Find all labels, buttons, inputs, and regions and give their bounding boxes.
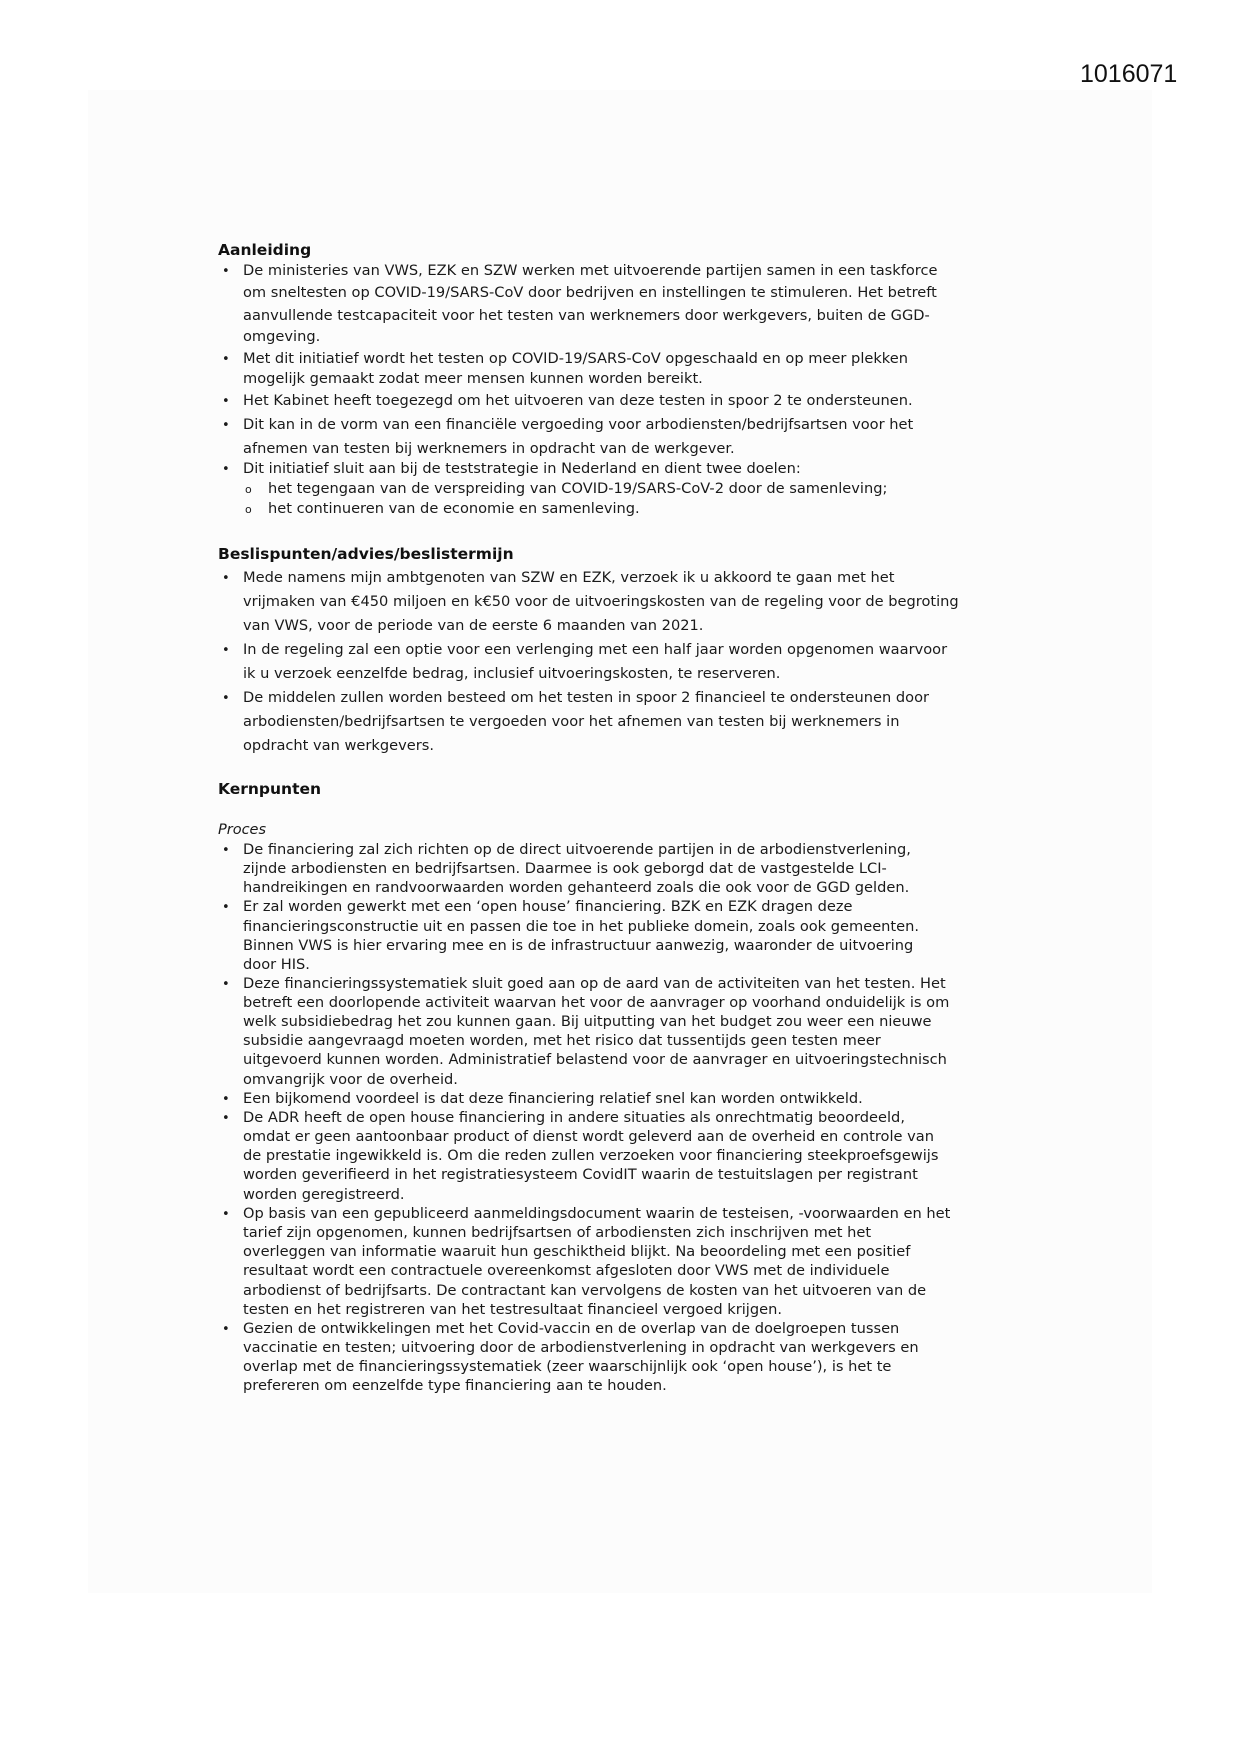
text-line: Deze financieringssystematiek sluit goed aan op de aard van de activiteiten van het testen. Het <box>243 975 946 992</box>
text-line: betreft een doorlopende activiteit waarvan het voor de aanvrager op voorhand onduidelijk is om <box>243 994 950 1011</box>
text-line: handreikingen en randvoorwaarden worden gehanteerd zoals die ook voor de GGD gelden. <box>243 879 910 896</box>
text-line: Op basis van een gepubliceerd aanmeldingsdocument waarin de testeisen, -voorwaarden en het <box>243 1205 951 1222</box>
text-line: mogelijk gemaakt zodat meer mensen kunnen worden bereikt. <box>243 370 703 387</box>
text-line: aanvullende testcapaciteit voor het testen van werknemers door werkgevers, buiten de GGD- <box>243 307 930 324</box>
bullet-icon: • <box>222 1092 230 1107</box>
section-heading: Beslispunten/advies/beslistermijn <box>218 545 514 563</box>
text-line: resultaat wordt een contractuele overeenkomst afgesloten door VWS met de individuele <box>243 1262 890 1279</box>
text-line: overleggen van informatie waaruit hun geschiktheid blijkt. Na beoordeling met een positief <box>243 1243 911 1260</box>
text-line: arbodienst of bedrijfsarts. De contractant kan vervolgens de kosten van het uitvoeren van de <box>243 1282 927 1299</box>
text-line: worden geverifieerd in het registratiesysteem CovidIT waarin de testuitslagen per registrant <box>243 1166 918 1183</box>
bullet-icon: • <box>222 462 230 477</box>
text-line: uitgevoerd kunnen worden. Administratief belastend voor de aanvrager en uitvoeringstechnisch <box>243 1051 947 1068</box>
bullet-icon: • <box>222 1207 230 1222</box>
text-line: omvangrijk voor de overheid. <box>243 1071 458 1088</box>
bullet-icon: • <box>222 264 230 279</box>
bullet-icon: • <box>222 394 230 409</box>
section-heading: Kernpunten <box>218 780 322 798</box>
text-line: vaccinatie en testen; uitvoering door de arbodienstverlening in opdracht van werkgevers en <box>243 1339 919 1356</box>
text-line: omgeving. <box>243 328 321 345</box>
text-line: Gezien de ontwikkelingen met het Covid-vaccin en de overlap van de doelgroepen tussen <box>243 1320 900 1337</box>
bullet-icon: • <box>222 900 230 915</box>
section-heading: Aanleiding <box>218 241 312 259</box>
bullet-icon: • <box>222 977 230 992</box>
bullet-icon: • <box>222 418 230 433</box>
text-line: afnemen van testen bij werknemers in opdracht van de werkgever. <box>243 440 735 457</box>
bullet-icon: • <box>222 843 230 858</box>
text-line: arbodiensten/bedrijfsartsen te vergoeden voor het afnemen van testen bij werknemers in <box>243 713 900 730</box>
text-line: van VWS, voor de periode van de eerste 6 maanden van 2021. <box>243 617 704 634</box>
text-line: subsidie aangevraagd moeten worden, met het risico dat tussentijds geen testen meer <box>243 1032 881 1049</box>
text-line: worden geregistreerd. <box>243 1186 405 1203</box>
text-line: financieringsconstructie uit en passen die toe in het publieke domein, zoals ook gemeenten. <box>243 918 920 935</box>
text-line: het continueren van de economie en samenleving. <box>268 500 640 517</box>
text-line: door HIS. <box>243 956 310 973</box>
text-line: De ministeries van VWS, EZK en SZW werken met uitvoerende partijen samen in een taskforce <box>243 262 938 279</box>
text-line: tarief zijn opgenomen, kunnen bedrijfsartsen of arbodiensten zich inschrijven met het <box>243 1224 872 1241</box>
text-line: opdracht van werkgevers. <box>243 737 434 754</box>
text-line: Het Kabinet heeft toegezegd om het uitvoeren van deze testen in spoor 2 te ondersteunen. <box>243 392 913 409</box>
text-line: Een bijkomend voordeel is dat deze financiering relatief snel kan worden ontwikkeld. <box>243 1090 863 1107</box>
bullet-icon: • <box>222 643 230 658</box>
text-line: De middelen zullen worden besteed om het testen in spoor 2 financieel te ondersteunen door <box>243 689 930 706</box>
bullet-icon: • <box>222 691 230 706</box>
text-line: overlap met de financieringssystematiek (zeer waarschijnlijk ook ‘open house’), is het te <box>243 1358 892 1375</box>
sub-bullet-icon: o <box>245 483 252 496</box>
sub-bullet-icon: o <box>245 503 252 516</box>
subsection-heading: Proces <box>218 822 267 838</box>
text-line: Dit initiatief sluit aan bij de teststrategie in Nederland en dient twee doelen: <box>243 460 801 477</box>
bullet-icon: • <box>222 1111 230 1126</box>
text-line: welk subsidiebedrag het zou kunnen gaan. Bij uitputting van het budget zou weer een nieuwe <box>243 1013 932 1030</box>
text-line: In de regeling zal een optie voor een verlenging met een half jaar worden opgenomen waarvoor <box>243 641 948 658</box>
text-line: testen en het registreren van het testresultaat financieel vergoed krijgen. <box>243 1301 782 1318</box>
text-line: vrijmaken van €450 miljoen en k€50 voor de uitvoeringskosten van de regeling voor de begroting <box>243 593 959 610</box>
text-line: prefereren om eenzelfde type financiering aan te houden. <box>243 1377 667 1394</box>
text-line: de prestatie ingewikkeld is. Om die reden zullen verzoeken voor financiering steekproefsgewijs <box>243 1147 939 1164</box>
bullet-icon: • <box>222 352 230 367</box>
bullet-icon: • <box>222 571 230 586</box>
text-line: het tegengaan van de verspreiding van COVID-19/SARS-CoV-2 door de samenleving; <box>268 480 888 497</box>
text-line: Dit kan in de vorm van een financiële vergoeding voor arbodiensten/bedrijfsartsen voor het <box>243 416 914 433</box>
text-line: De ADR heeft de open house financiering in andere situaties als onrechtmatig beoordeeld, <box>243 1109 905 1126</box>
document-id: 1016071 <box>1080 60 1178 88</box>
text-line: Binnen VWS is hier ervaring mee en is de infrastructuur aanwezig, waaronder de uitvoering <box>243 937 914 954</box>
text-line: ik u verzoek eenzelfde bedrag, inclusief uitvoeringskosten, te reserveren. <box>243 665 781 682</box>
text-line: om sneltesten op COVID-19/SARS-CoV door bedrijven en instellingen te stimuleren. Het betreft <box>243 284 937 301</box>
text-line: Met dit initiatief wordt het testen op COVID-19/SARS-CoV opgeschaald en op meer plekken <box>243 350 908 367</box>
text-line: zijnde arbodiensten en bedrijfsartsen. Daarmee is ook geborgd dat de vastgestelde LCI- <box>243 860 887 877</box>
text-line: Er zal worden gewerkt met een ‘open house’ financiering. BZK en EZK dragen deze <box>243 898 853 915</box>
bullet-icon: • <box>222 1322 230 1337</box>
text-line: omdat er geen aantoonbaar product of dienst wordt geleverd aan de overheid en controle van <box>243 1128 934 1145</box>
text-line: Mede namens mijn ambtgenoten van SZW en EZK, verzoek ik u akkoord te gaan met het <box>243 569 895 586</box>
text-line: De financiering zal zich richten op de direct uitvoerende partijen in de arbodienstverlening, <box>243 841 911 858</box>
